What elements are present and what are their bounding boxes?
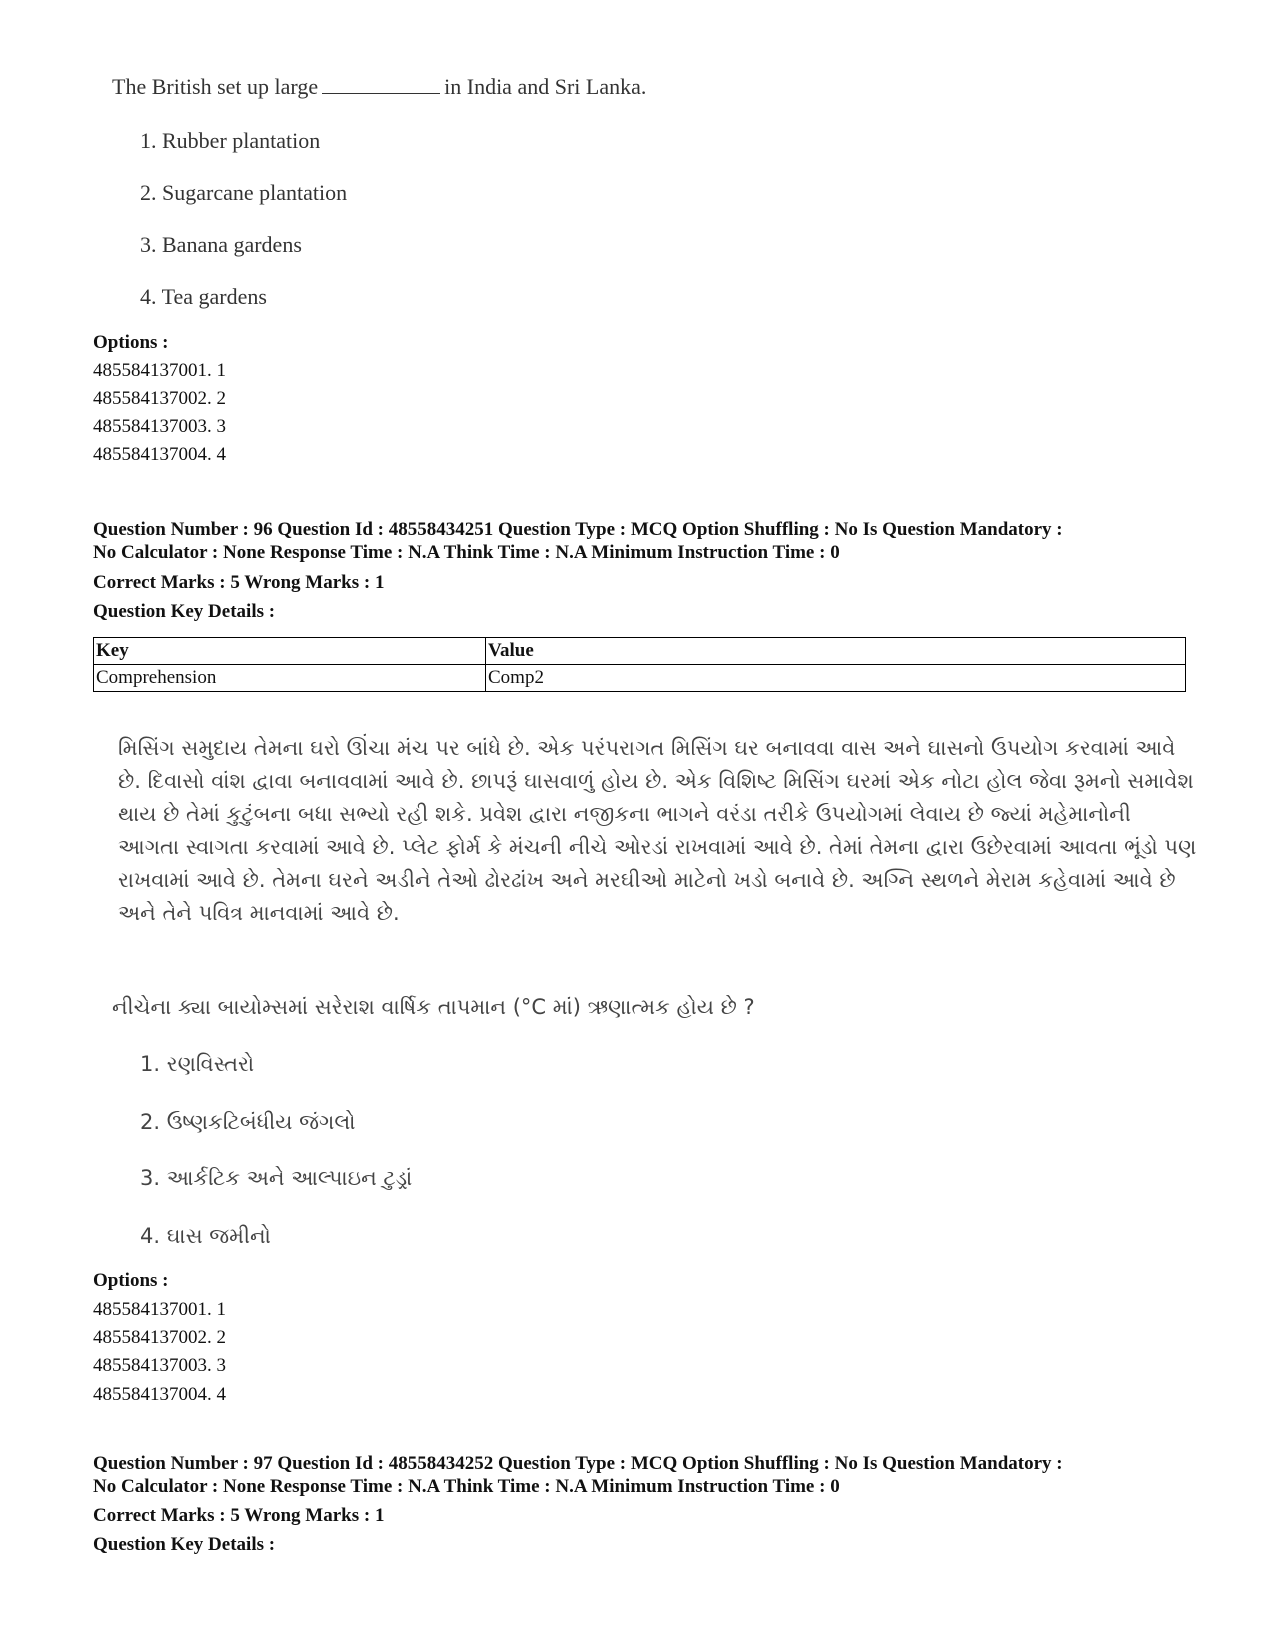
q95-choice: 3. Banana gardens bbox=[140, 232, 302, 257]
q95-choice: 2. Sugarcane plantation bbox=[140, 180, 348, 205]
q96-meta bbox=[93, 518, 1203, 564]
table-header-value: Value bbox=[486, 638, 1186, 665]
q97-marks: Correct Marks : 5 Wrong Marks : 1 bbox=[93, 1505, 385, 1526]
q97-meta-line1: Question Number : 97 Question Id : 48558434252 Question Type : MCQ Option Shuffling : No Is Question Mandatory : bbox=[93, 1453, 1063, 1474]
q96-choice: 4. ઘાસ જમીનો bbox=[140, 1224, 271, 1248]
q95-choice: 1. Rubber plantation bbox=[140, 128, 321, 153]
table-cell-value: Comp2 bbox=[486, 665, 1186, 692]
q96-option: 485584137001. 1 bbox=[93, 1299, 226, 1320]
q96-marks: Correct Marks : 5 Wrong Marks : 1 bbox=[93, 572, 385, 593]
q97-meta bbox=[93, 1452, 1203, 1498]
q95-options-label: Options : bbox=[93, 332, 169, 353]
q96-choice: 1. રણવિસ્તરો bbox=[140, 1052, 255, 1076]
q95-stem-before: The British set up large bbox=[112, 74, 319, 99]
q95-blank bbox=[322, 75, 440, 94]
q97-meta-line2: No Calculator : None Response Time : N.A Think Time : N.A Minimum Instruction Time : 0 bbox=[93, 1476, 840, 1497]
q96-options-label: Options : bbox=[93, 1270, 169, 1291]
table-cell-key: Comprehension bbox=[94, 665, 486, 692]
table-header-row bbox=[94, 638, 1186, 665]
q95-option: 485584137003. 3 bbox=[93, 416, 226, 437]
q95-option: 485584137001. 1 bbox=[93, 360, 226, 381]
q96-stem: નીચેના ક્યા બાયોમ્સમાં સરેરાશ વાર્ષિક તાપમાન (°C માં) ઋણાત્મક હોય છે ? bbox=[112, 995, 755, 1019]
q95-option: 485584137004. 4 bbox=[93, 444, 226, 465]
q95-stem-after: in India and Sri Lanka. bbox=[444, 74, 647, 99]
table-row bbox=[94, 665, 1186, 692]
q95-choice: 4. Tea gardens bbox=[140, 284, 267, 309]
q96-choice: 3. આર્કટિક અને આલ્પાઇન ટુડ્રાં bbox=[140, 1166, 413, 1190]
table-header-key: Key bbox=[94, 638, 486, 665]
q96-option: 485584137004. 4 bbox=[93, 1384, 226, 1405]
q96-passage: મિસિંગ સમુદાય તેમના ઘરો ઊંચા મંચ પર બાંધે છે. એક પરંપરાગત મિસિંગ ઘર બનાવવા વાસ અને ઘાસનો ઉપયોગ કરવામાં આવે છે. દિવાસો વાંશ દ્વાવા બનાવવામાં આવે છે. છાપરૂં ઘાસવાળું હોય છે. એક વિશિષ્ટ મિસિંગ ઘરમાં એક નોટા હોલ જેવા રૂમનો સમાવેશ થાય છે તેમાં કુટુંબના બધા સભ્યો રહી શકે. પ્રવેશ દ્વારા નજીકના ભાગને વરંડા તરીકે ઉપયોગમાં લેવાય છે જ્યાં મહેમાનોની આગતા સ્વાગતા કરવામાં આવે છે. પ્લેટ ફોર્મ કે મંચની નીચે ઓરડાં રાખવામાં આવે છે. તેમાં તેમના દ્વારા ઉછેરવામાં આવતા ભૂંડો પણ રાખવામાં આવે છે. તેમના ઘરને અડીને તેઓ ઢોરઢાંખ અને મરઘીઓ માટેનો ખડો બનાવે છે. અગ્નિ સ્થળને મેરામ કહેવામાં આવે છે અને તેને પવિત્ર માનવામાં આવે છે. bbox=[118, 736, 1197, 925]
q96-option: 485584137003. 3 bbox=[93, 1355, 226, 1376]
q96-meta-line1: Question Number : 96 Question Id : 48558434251 Question Type : MCQ Option Shuffling : No Is Question Mandatory : bbox=[93, 519, 1063, 540]
q96-key-table bbox=[93, 637, 1186, 692]
q96-choice: 2. ઉષ્ણકટિબંધીય જંગલો bbox=[140, 1110, 356, 1134]
q95-option: 485584137002. 2 bbox=[93, 388, 226, 409]
q96-key-details-label: Question Key Details : bbox=[93, 601, 276, 622]
q96-option: 485584137002. 2 bbox=[93, 1327, 226, 1348]
q96-meta-line2: No Calculator : None Response Time : N.A Think Time : N.A Minimum Instruction Time : 0 bbox=[93, 542, 840, 563]
q97-key-details-label: Question Key Details : bbox=[93, 1534, 276, 1555]
q95-stem bbox=[112, 74, 646, 100]
